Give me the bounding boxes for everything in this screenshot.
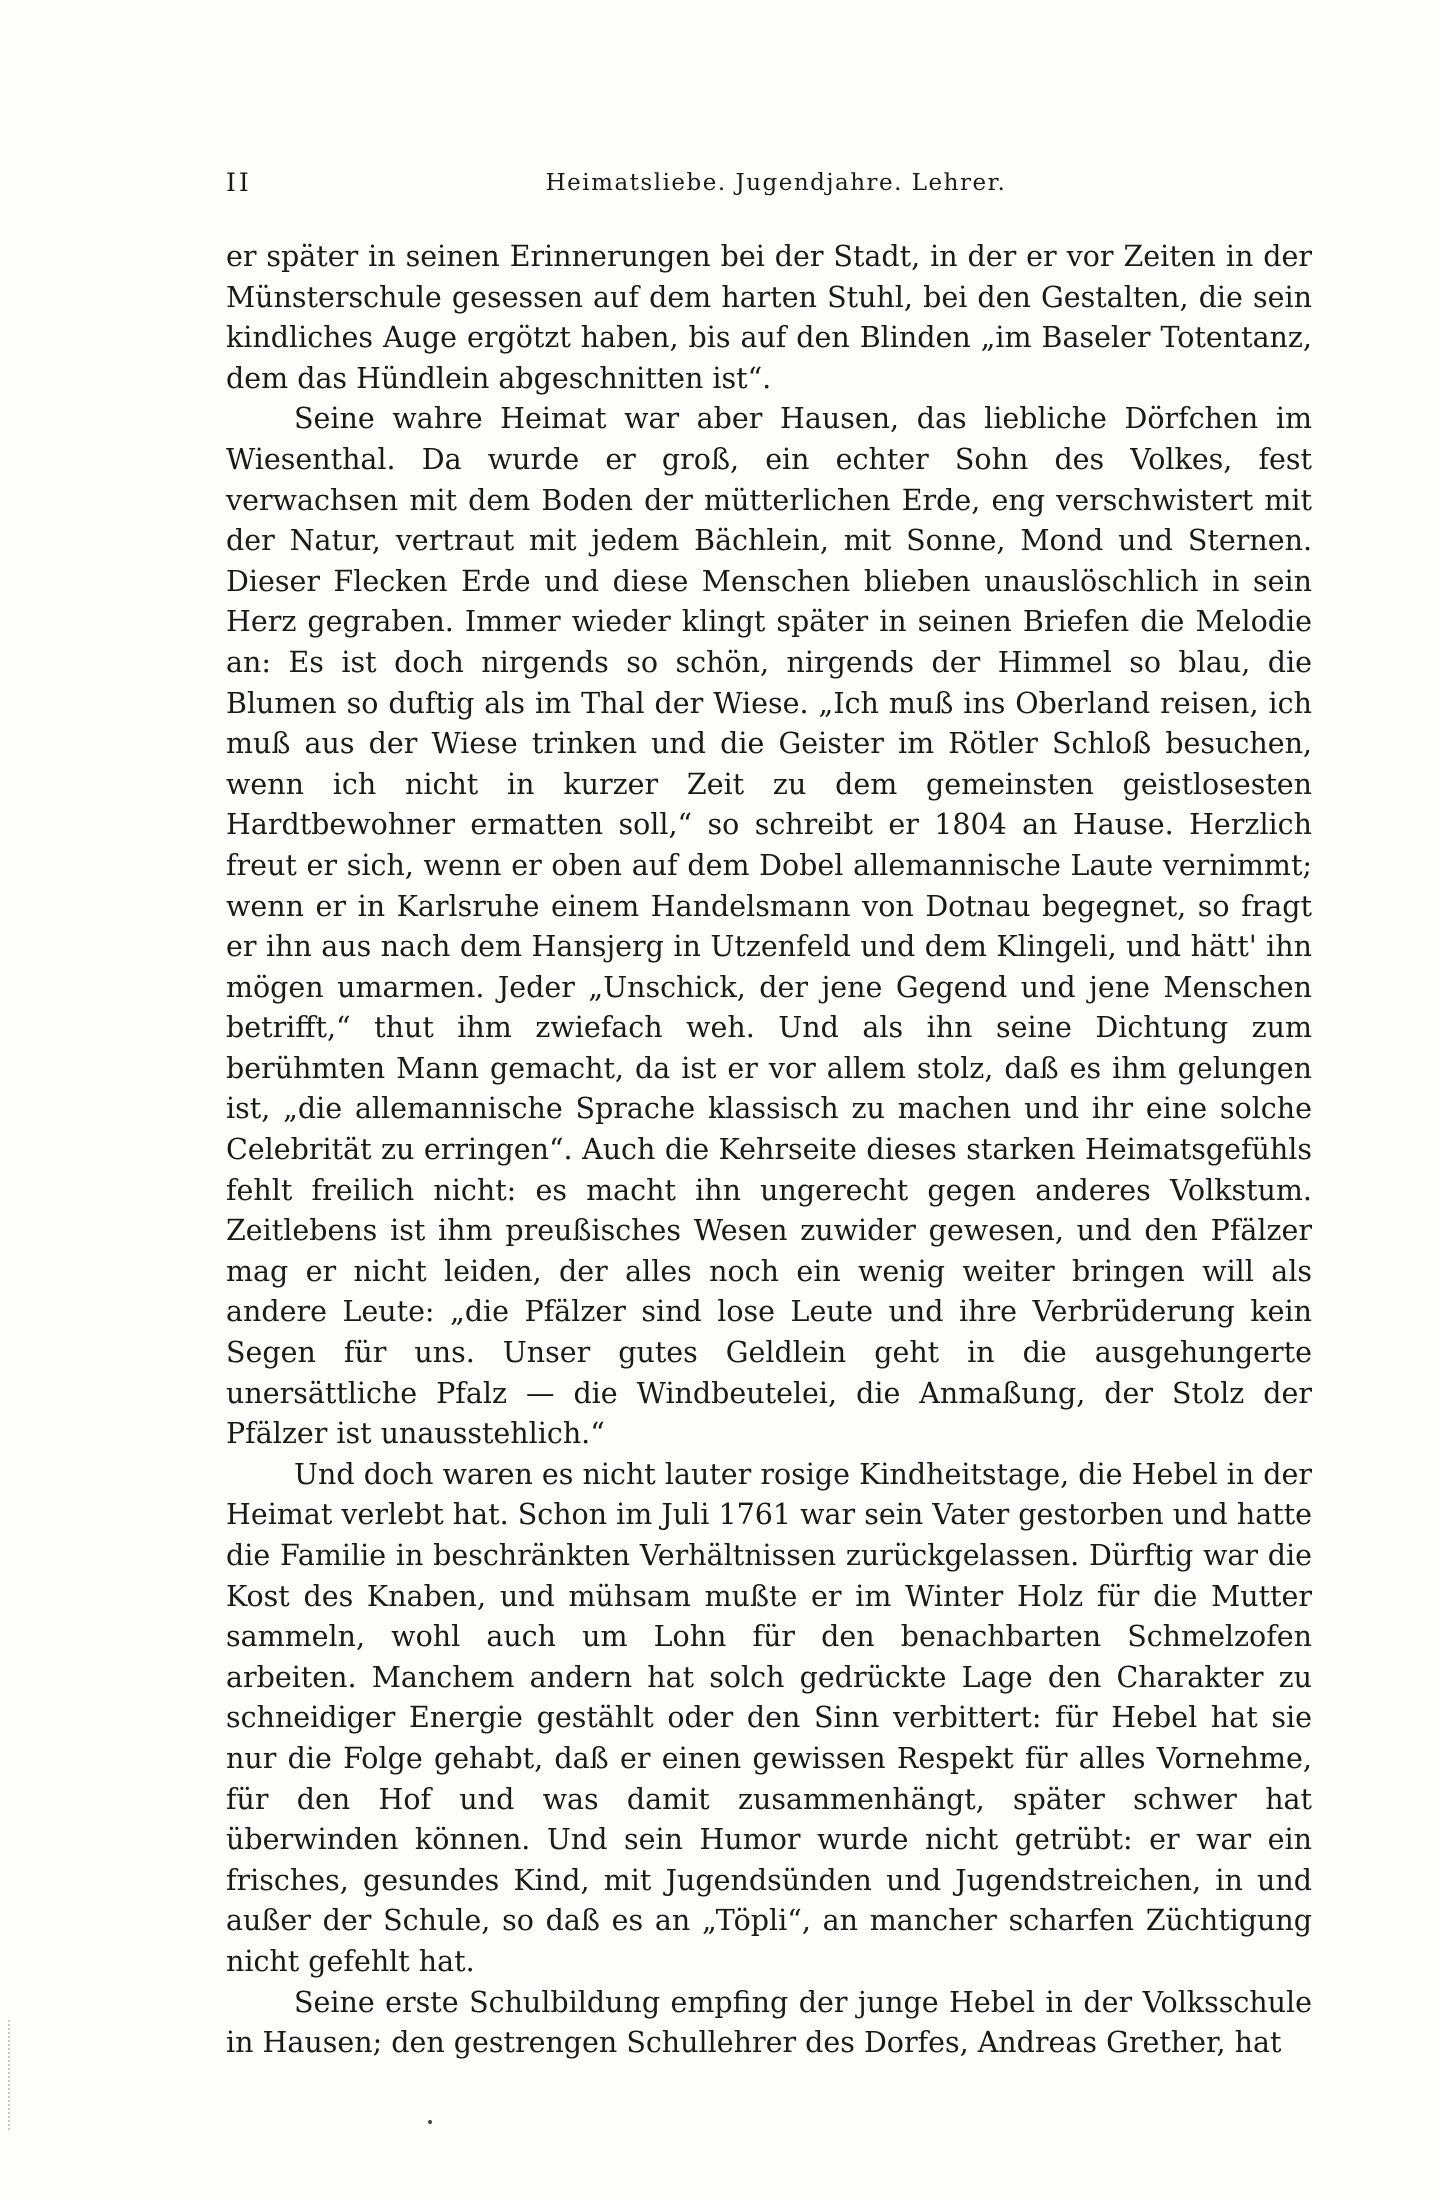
margin-dots [8,2020,14,2130]
paragraph-3: Und doch waren es nicht lauter rosige Kindheitstage, die Hebel in der Heimat verlebt hat. Schon im Juli 1761 war sein Vater gestorben und hatte die Familie in beschränkten Verhältnissen zurückgelassen. Dürftig war die Kost des Knaben, und mühsam mußte er im Winter Holz für die Mutter sammeln, wohl auch um Lohn für den benachbarten Schmelzofen arbeiten. Manchem andern hat solch gedrückte Lage den Charakter zu schneidiger Energie gestählt oder den Sinn verbittert: für Hebel hat sie nur die Folge gehabt, daß er einen gewissen Respekt für alles Vornehme, für den Hof und was damit zusammenhängt, später schwer hat überwinden können. Und sein Humor wurde nicht getrübt: er war ein frisches, gesundes Kind, mit Jugendsünden und Jugendstreichen, in und außer der Schule, so daß es an „Töpli“, an mancher scharfen Züchtigung nicht gefehlt hat. [226,1457,1312,1978]
page-header [226,168,1312,208]
paragraph-4: Seine erste Schulbildung empfing der junge Hebel in der Volksschule in Hausen; den gestrengen Schullehrer des Dorfes, Andreas Grether, hat [226,1985,1312,2060]
running-head: Heimatsliebe. Jugendjahre. Lehrer. [545,170,1007,196]
body-text [226,237,1312,2064]
page-number: II [226,168,252,197]
ink-speck [428,2120,432,2124]
paragraph-1: er später in seinen Erinnerungen bei der Stadt, in der er vor Zeiten in der Münsterschule gesessen auf dem harten Stuhl, bei den Gestalten, die sein kindliches Auge ergötzt haben, bis auf den Blinden „im Baseler Totentanz, dem das Hündlein abgeschnitten ist“. [226,240,1312,395]
paragraph-2: Seine wahre Heimat war aber Hausen, das liebliche Dörfchen im Wiesenthal. Da wurde er groß, ein echter Sohn des Volkes, fest verwachsen mit dem Boden der mütterlichen Erde, eng verschwistert mit der Natur, vertraut mit jedem Bächlein, mit Sonne, Mond und Sternen. Dieser Flecken Erde und diese Menschen blieben unauslöschlich in sein Herz gegraben. Immer wieder klingt später in seinen Briefen die Melodie an: Es ist doch nirgends so schön, nirgends der Himmel so blau, die Blumen so duftig als im Thal der Wiese. „Ich muß ins Oberland reisen, ich muß aus der Wiese trinken und die Geister im Rötler Schloß besuchen, wenn ich nicht in kurzer Zeit zu dem gemeinsten geistlosesten Hardtbewohner ermatten soll,“ so schreibt er 1804 an Hause. Herzlich freut er sich, wenn er oben auf dem Dobel allemannische Laute vernimmt; wenn er in Karlsruhe einem Handelsmann von Dotnau begegnet, so fragt er ihn aus nach dem Hansjerg in Utzenfeld und dem Klingeli, und hätt' ihn mögen umarmen. Jeder „Unschick, der jene Gegend und jene Menschen betrifft,“ thut ihm zwiefach weh. Und als ihn seine Dichtung zum berühmten Mann gemacht, da ist er vor allem stolz, daß es ihm gelungen ist, „die allemannische Sprache klassisch zu machen und ihr eine solche Celebrität zu erringen“. Auch die Kehrseite dieses starken Heimatsgefühls fehlt freilich nicht: es macht ihn ungerecht gegen anderes Volkstum. Zeitlebens ist ihm preußisches Wesen zuwider gewesen, und den Pfälzer mag er nicht leiden, der alles noch ein wenig weiter bringen will als andere Leute: „die Pfälzer sind lose Leute und ihre Verbrüderung kein Segen für uns. Unser gutes Geldlein geht in die ausgehungerte unersättliche Pfalz — die Windbeutelei, die Anmaßung, der Stolz der Pfälzer ist unausstehlich.“ [226,402,1312,1451]
